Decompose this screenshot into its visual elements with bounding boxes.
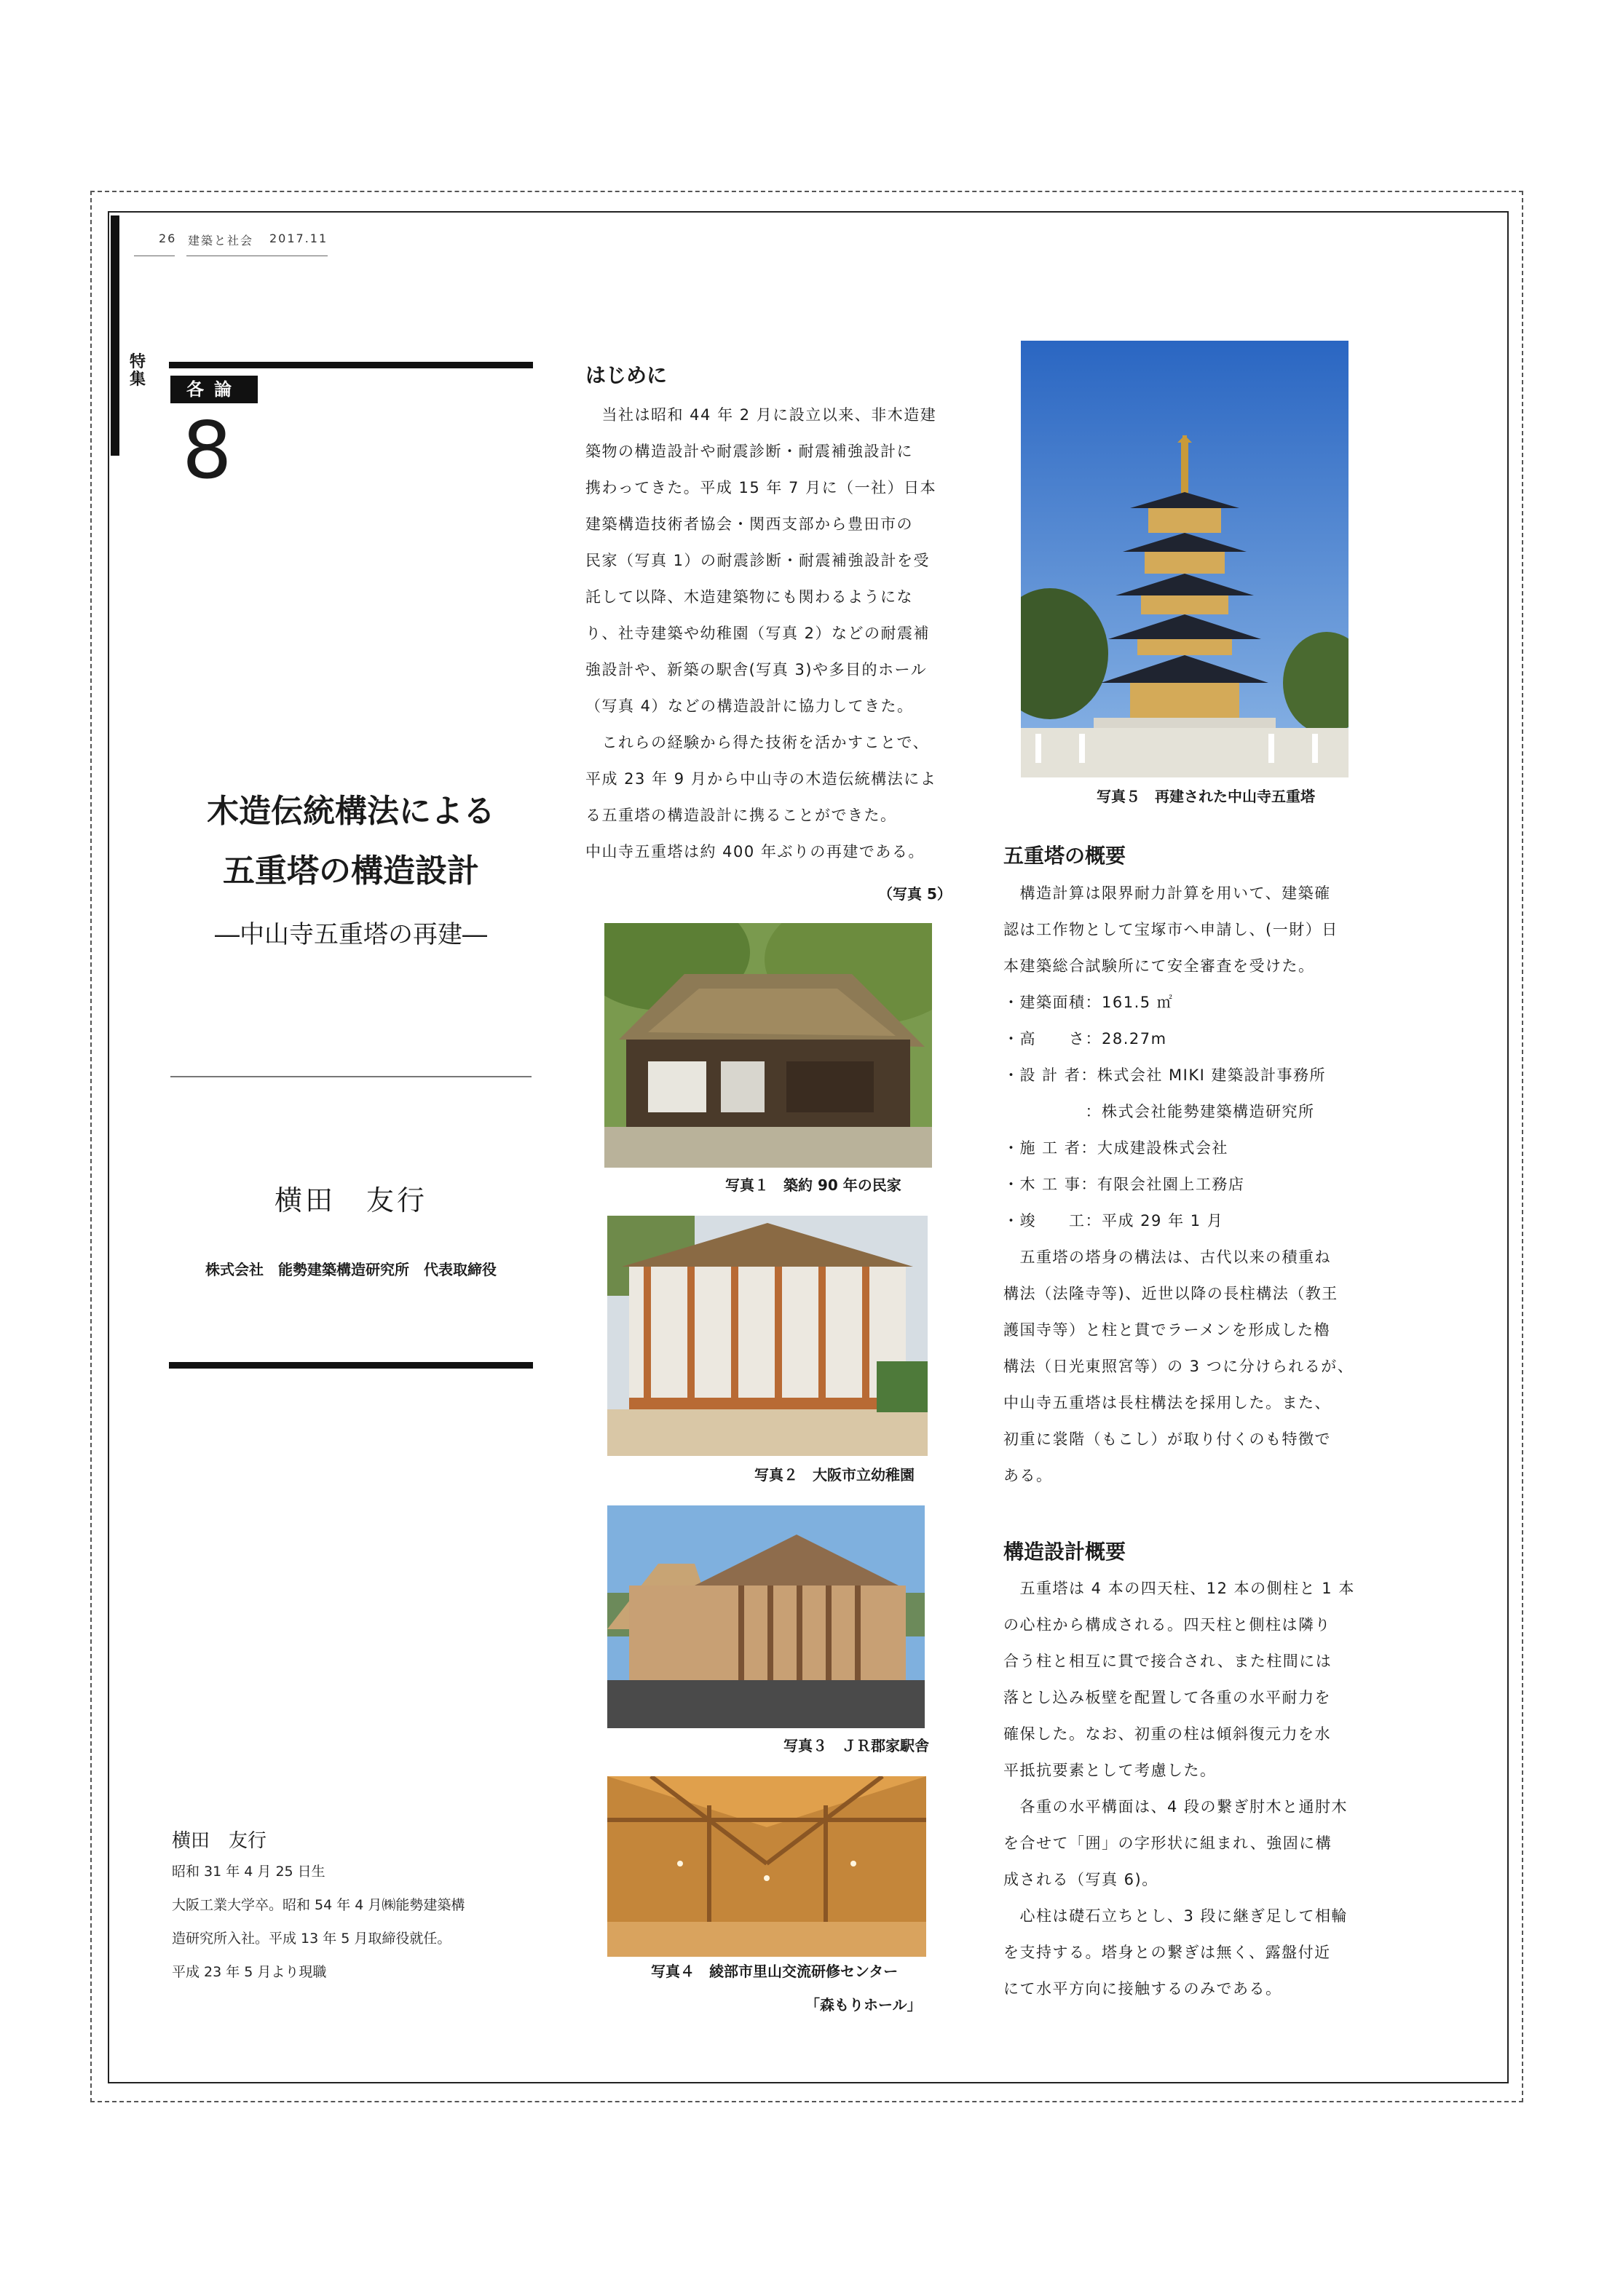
intro-line: 強設計や、新築の駅舎(写真 3)や多目的ホール	[585, 661, 928, 678]
photo-1-farmhouse	[604, 923, 932, 1168]
intro-line: り、社寺建築や幼稚園（写真 2）などの耐震補	[585, 625, 931, 642]
overview-line: ・施 工 者：大成建設株式会社	[1003, 1139, 1228, 1157]
intro-line: （写真 4）などの構造設計に協力してきた。	[585, 697, 914, 715]
photo-1-caption: 写真１ 築約 90 年の民家	[725, 1176, 901, 1194]
feature-label: 特集	[129, 353, 146, 389]
intro-line: 中山寺五重塔は約 400 年ぶりの再建である。	[585, 843, 925, 860]
intro-line: 民家（写真 1）の耐震診断・耐震補強設計を受	[585, 552, 931, 569]
intro-body	[585, 397, 936, 870]
overview-line: 本建築総合試験所にて安全審査を受けた。	[1003, 957, 1315, 975]
intro-line: 平成 23 年 9 月から中山寺の木造伝統構法によ	[585, 770, 937, 788]
photo-4-caption: 写真４ 綾部市里山交流研修センター	[651, 1963, 899, 1980]
intro-line: 建築構造技術者協会・関西支部から豊田市の	[585, 515, 913, 533]
magazine-name: 建築と社会	[188, 234, 254, 248]
author-name: 横田 友行	[274, 1184, 427, 1216]
structure-line: 平抵抗要素として考慮した。	[1003, 1762, 1217, 1779]
photo-5-pagoda	[1021, 341, 1349, 777]
structure-line: 落とし込み板壁を配置して各重の水平耐力を	[1003, 1689, 1331, 1706]
overview-line: ・設 計 者：株式会社 MIKI 建築設計事務所	[1003, 1066, 1326, 1084]
intro-line: 託して以降、木造建築物にも関わるようにな	[585, 588, 913, 606]
intro-heading: はじめに	[585, 363, 668, 387]
photo5-reference: （写真 5）	[878, 885, 952, 903]
photo-4-hall-interior	[607, 1776, 926, 1957]
intro-line: これらの経験から得た技術を活かすことで、	[585, 734, 930, 751]
structure-line: を支持する。塔身との繋ぎは無く、露盤付近	[1003, 1944, 1331, 1961]
page-number: 26	[159, 231, 177, 245]
series-badge: 各論	[170, 376, 258, 403]
overview-line: 五重塔の塔身の構法は、古代以来の積重ね	[1003, 1248, 1331, 1266]
bio-line: 平成 23 年 5 月より現職	[172, 1964, 327, 1980]
structure-line: の心柱から構成される。四天柱と側柱は隣り	[1003, 1616, 1331, 1634]
overview-line: ・木 工 事：有限会社園上工務店	[1003, 1176, 1245, 1193]
bio-line: 大阪工業大学卒。昭和 54 年 4 月㈱能勢建築構	[172, 1897, 465, 1913]
structure-line: にて水平方向に接触するのみである。	[1003, 1980, 1282, 1998]
photo-5-caption: 写真５ 再建された中山寺五重塔	[1097, 788, 1315, 805]
sidebar-bar	[111, 215, 119, 456]
overview-line: 構法（日光東照宮等）の 3 つに分けられるが、	[1003, 1358, 1354, 1375]
series-number: 8	[182, 405, 232, 496]
issue-date: 2017.11	[269, 231, 328, 245]
overview-line: ある。	[1003, 1467, 1053, 1484]
overview-line: 構法（法隆寺等)、近世以降の長柱構法（教王	[1003, 1285, 1338, 1302]
photo-2-caption: 写真２ 大阪市立幼稚園	[754, 1466, 915, 1484]
author-affiliation: 株式会社 能勢建築構造研究所 代表取締役	[205, 1261, 497, 1278]
overview-line: 初重に裳階（もこし）が取り付くのも特徴で	[1003, 1430, 1331, 1448]
intro-line: 築物の構造設計や耐震診断・耐震補強設計に	[585, 443, 913, 460]
structure-body	[1003, 1570, 1355, 2007]
bio-name: 横田 友行	[172, 1830, 267, 1852]
overview-line: 構造計算は限界耐力計算を用いて、建築確	[1003, 884, 1331, 902]
photo-3-station	[607, 1505, 925, 1728]
overview-heading: 五重塔の概要	[1003, 844, 1126, 868]
overview-line: ・竣 工：平成 29 年 1 月	[1003, 1212, 1224, 1230]
overview-body	[1003, 875, 1354, 1494]
article-title-line1: 木造伝統構法による	[207, 793, 495, 830]
bio-line: 造研究所入社。平成 13 年 5 月取締役就任。	[172, 1931, 451, 1947]
overview-line: 護国寺等）と柱と貫でラーメンを形成した櫓	[1003, 1321, 1330, 1339]
structure-line: 成される（写真 6)。	[1003, 1871, 1158, 1888]
overview-line: ・建築面積：161.5 ㎡	[1003, 994, 1174, 1011]
overview-line: ・高 さ：28.27m	[1003, 1030, 1167, 1048]
title-bottom-rule	[169, 1362, 533, 1369]
overview-line: 認は工作物として宝塚市へ申請し、(一財）日	[1003, 921, 1338, 938]
overview-line: 中山寺五重塔は長柱構法を採用した。また、	[1003, 1394, 1331, 1412]
structure-line: 五重塔は 4 本の四天柱、12 本の側柱と 1 本	[1003, 1580, 1355, 1597]
intro-line: る五重塔の構造設計に携ることができた。	[585, 807, 897, 824]
photo-4-caption-line2: 「森もりホール」	[805, 1996, 922, 2014]
structure-line: 心柱は礎石立ちとし、3 段に継ぎ足して相輪	[1003, 1907, 1349, 1925]
overview-line: ：株式会社能勢建築構造研究所	[1003, 1103, 1315, 1120]
structure-line: 確保した。なお、初重の柱は傾斜復元力を水	[1003, 1725, 1331, 1743]
photo-3-caption: 写真３ ＪＲ郡家駅舎	[783, 1737, 929, 1754]
title-divider	[170, 1076, 532, 1077]
structure-line: 合う柱と相互に貫で接合され、また柱間には	[1003, 1652, 1332, 1670]
photo-2-kindergarten	[607, 1216, 928, 1456]
article-title-line2: 五重塔の構造設計	[223, 852, 479, 890]
title-top-rule	[169, 362, 533, 368]
structure-heading: 構造設計概要	[1003, 1540, 1126, 1564]
intro-line: 当社は昭和 44 年 2 月に設立以来、非木造建	[585, 406, 937, 424]
bio-line: 昭和 31 年 4 月 25 日生	[172, 1864, 325, 1880]
article-subtitle: ―中山寺五重塔の再建―	[215, 920, 487, 949]
intro-line: 携わってきた。平成 15 年 7 月に（一社）日本	[585, 479, 937, 496]
structure-line: 各重の水平構面は、4 段の繋ぎ肘木と通肘木	[1003, 1798, 1349, 1816]
structure-line: を合せて「囲」の字形状に組まれ、強固に構	[1003, 1834, 1332, 1852]
